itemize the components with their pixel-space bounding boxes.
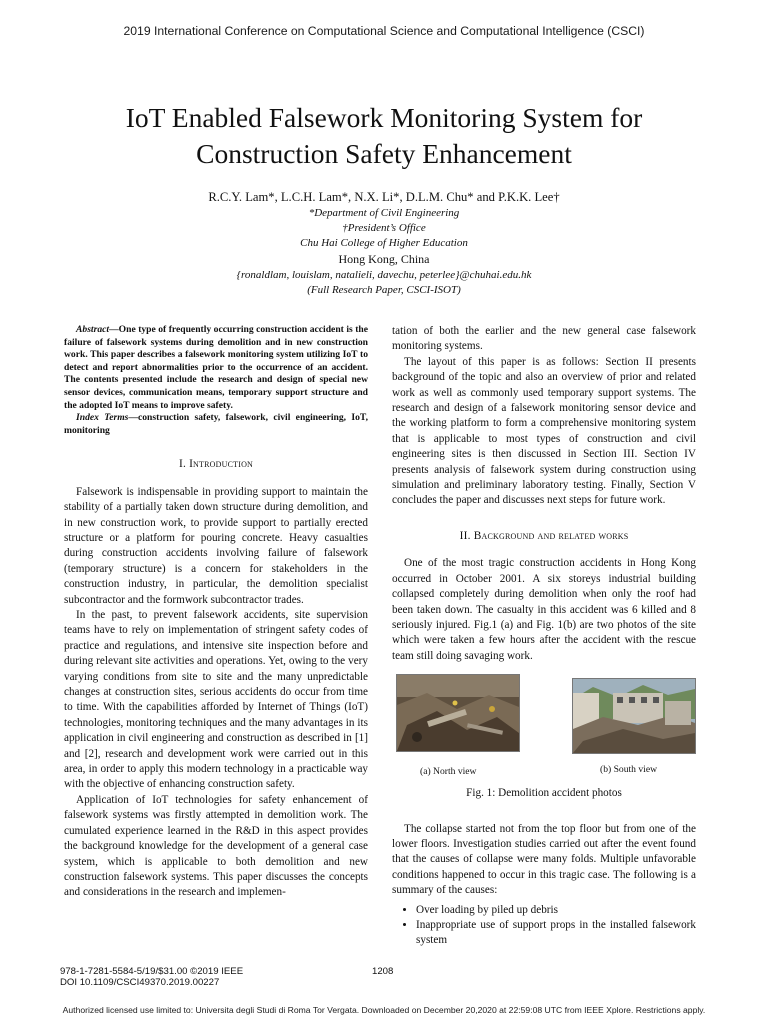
affiliation-dept: *Department of Civil Engineering <box>308 207 460 219</box>
section-heading-intro <box>64 457 368 472</box>
paragraph: Application of IoT technologies for safety enhancement of falsework systems was firstly attempted in demolition work. The cumulated experience learned in the R&D in this aspect provides the background knowledge for the development of a general case system, which is applicable to both demolition and new construction falsework systems. This paper discusses the concepts and considerations in the research and implemen- <box>64 793 368 899</box>
index-terms <box>64 412 368 437</box>
paper-type: (Full Research Paper, CSCI-ISOT) <box>307 284 461 296</box>
abstract <box>64 324 368 412</box>
index-terms-text: —construction safety, falsework, civil engineering, IoT, monitoring <box>64 412 368 436</box>
license-notice: Authorized licensed use limited to: Universita degli Studi di Roma Tor Vergata. Downloaded on December 20,2020 at 22:59:08 UTC from IEEE Xplore. Restrictions apply. <box>62 1005 706 1015</box>
paragraph: In the past, to prevent falsework accidents, site supervision teams have to rely on implementation of stringent safety codes of practice and regulations, and intensive site inspection before and during relevant site activities and operations. Yet, owing to the very varying conditions from site to site and the many unpredictable changes at construction sites, serious accidents do occur from time to time. With the capabilities afforded by Internet of Things (IoT) technologies, monitoring techniques and the many advantages in its application in civil engineering and construction as described in [1] and [2], research and development work were carried out in this area, in order to apply this modern technology in a practicable way with the objective of enhancing construction safety. <box>64 609 368 791</box>
paragraph: The layout of this paper is as follows: Section II presents background of the topic and also an overview of prior and related work as well as commonly used temporary support systems. The research and design of a falsework monitoring sensor device and the working platform to form a comprehensive monitoring system that is applicable to most types of construction and civil engineering sites is then discussed in Section III. Section IV presents analysis of falsework system during construction using simulation and preliminary laboratory testing. Finally, Section V concludes the paper and discusses next steps for future work. <box>392 355 696 507</box>
south-view-photo <box>572 678 696 754</box>
title-line-2: Construction Safety Enhancement <box>196 138 572 169</box>
title-line-1: IoT Enabled Falsework Monitoring System for <box>125 102 643 133</box>
list-item: • Over loading by piled up debris <box>416 903 696 918</box>
rubble-photo-graphic <box>397 675 519 751</box>
paragraph: The collapse started not from the top floor but from one of the lower floors. Investigation studies carried out after the event found that the causes of collapse were many folds. Multiple unfavorable conditions happened to occur in this tragic case. The following is a summary of the causes: <box>392 822 696 897</box>
location: Hong Kong, China <box>338 252 430 266</box>
figure-1-caption: Fig. 1: Demolition accident photos <box>466 787 622 800</box>
figure-1b-caption: (b) South view <box>600 764 658 776</box>
north-view-photo <box>396 674 520 752</box>
paragraph: tation of both the earlier and the new general case falsework monitoring systems. <box>392 325 696 353</box>
section-title: Background and related works <box>473 529 629 542</box>
causes-list <box>392 903 696 949</box>
section-heading-background <box>392 529 696 544</box>
author-list: R.C.Y. Lam*, L.C.H. Lam*, N.X. Li*, D.L.M. Chu* and P.K.K. Lee† <box>208 190 560 204</box>
author-block <box>60 188 708 298</box>
paragraph: Falsework is indispensable in providing support to maintain the stability of a partially taken down structure during demolition, and in new construction work, to provide support to partially erected structure or a platform for pouring concrete. Heavy casualties during construction accidents involving failure of falsework (temporary structure) is a concern for stakeholders in the construction industry, in particular, the demolition specialist subcontractor and the formwork subcontractor trades. <box>64 485 368 606</box>
paragraph: One of the most tragic construction accidents in Hong Kong occurred in October 2001. A six storeys industrial building collapsed completely during demolition when only the roof had been taken down. The casualty in this accident was 6 killed and 8 seriously injured. Fig.1 (a) and Fig. 1(b) are two photos of the site which were taken a few hours after the accident with the rescue team still doing savaging work. <box>392 557 696 662</box>
isbn-line: 978-1-7281-5584-5/19/$31.00 ©2019 IEEE <box>60 966 244 977</box>
section-title: Introduction <box>189 458 254 471</box>
right-column <box>392 324 696 949</box>
figure-1a-caption: (a) North view <box>420 766 477 778</box>
conference-header: 2019 International Conference on Computational Science and Computational Intelligence (CSCI) <box>123 24 645 38</box>
affiliation-college: Chu Hai College of Higher Education <box>300 237 468 249</box>
section-number: II. <box>459 529 471 542</box>
page-number: 1208 <box>372 966 394 977</box>
figure-1 <box>392 674 696 782</box>
footer-identifiers <box>60 966 243 988</box>
doi-line: DOI 10.1109/CSCI49370.2019.00227 <box>60 977 220 988</box>
abstract-text: —One type of frequently occurring construction accident is the failure of falsework systems during demolition and in new construction work. This paper describes a falsework monitoring system utilizing IoT to detect and report abnormalities prior to the occurrence of an accident. The contents presented include the research and design of special new sensor devices, communication means, temporary support structure and the adopted IoT means to improve safety. <box>64 324 368 411</box>
left-column <box>64 324 368 901</box>
list-item: • Inappropriate use of support props in the installed falsework system <box>416 918 696 949</box>
index-terms-lead: Index Terms <box>76 412 129 424</box>
section-number: I. <box>178 458 186 471</box>
paper-title <box>60 100 708 172</box>
abstract-lead: Abstract <box>76 324 110 335</box>
affiliation-office: †President’s Office <box>342 222 426 234</box>
author-emails: {ronaldlam, louislam, natalieli, davechu, peterlee}@chuhai.edu.hk <box>236 269 532 281</box>
collapsed-building-graphic <box>573 679 695 753</box>
